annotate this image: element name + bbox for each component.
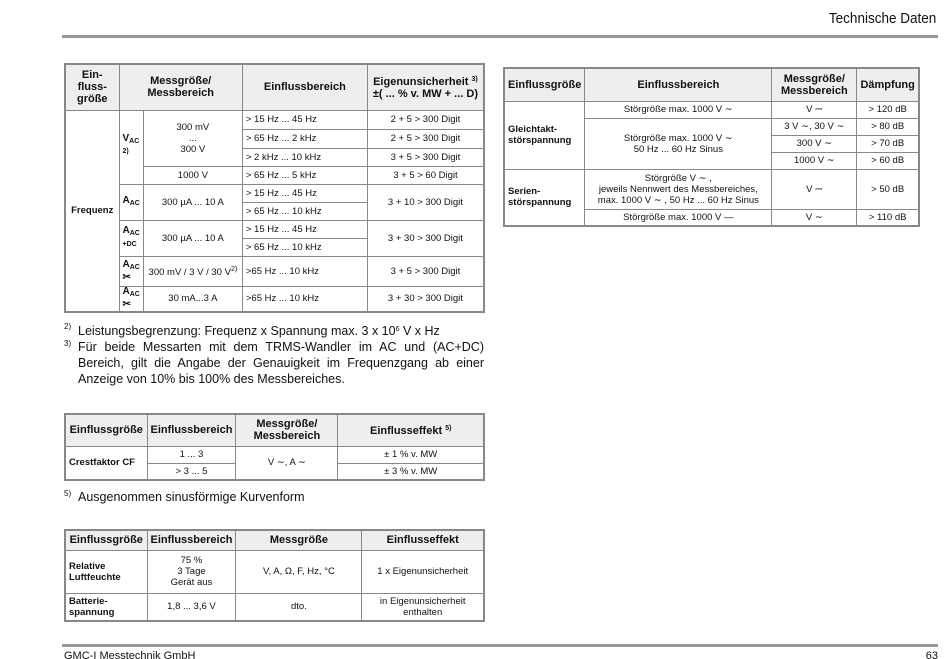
col-einflusseffekt: Einflusseffekt $^{5)}$ — [338, 414, 484, 446]
footnote-5: 5) Ausgenommen sinusförmige Kurvenform — [64, 489, 305, 504]
measurand: 300 V ∼ — [772, 135, 857, 152]
func-aac: $A_{AC}$ — [119, 184, 143, 220]
freq-range: > 65 Hz ... 10 kHz — [242, 238, 367, 256]
col-daempfung: Dämpfung — [857, 68, 919, 101]
page-header-title: Technische Daten — [828, 10, 936, 27]
col-einflussgroesse: Einflussgröße — [504, 68, 585, 101]
range: Störgröße V ∼ , jeweils Nennwert des Messbereiches, max. 1000 V ∼ , 50 Hz ... 60 Hz Sinus — [585, 169, 772, 209]
row-label-batterie: Batterie-spannung — [65, 593, 147, 621]
freq-range: > 15 Hz ... 45 Hz — [242, 110, 367, 129]
damping: > 50 dB — [857, 169, 919, 209]
freq-range: > 65 Hz ... 5 kHz — [242, 166, 367, 184]
col-messgroesse: Messgröße/ Messbereich — [236, 414, 338, 446]
col-messgroesse: Messgröße — [236, 530, 362, 550]
freq-range: >65 Hz ... 10 kHz — [242, 286, 367, 312]
range: Störgröße max. 1000 V ∼ — [585, 101, 772, 118]
func-aacdc: $A_{AC}$ +DC — [119, 220, 143, 256]
func-aclamp-2: $A_{AC}$ ✂ — [119, 286, 143, 312]
measurand: V ∼, A ∼ — [236, 446, 338, 480]
damping: > 80 dB — [857, 118, 919, 135]
col-einflussbereich: Einflussbereich — [585, 68, 772, 101]
row-label-luftfeuchte: Relative Luftfeuchte — [65, 550, 147, 593]
damping: > 120 dB — [857, 101, 919, 118]
effect: ± 3 % v. MW — [338, 463, 484, 480]
aacdc-range: 300 µA ... 10 A — [143, 220, 242, 256]
col-messgroesse: Messgröße/ Messbereich — [119, 64, 242, 110]
vac-range: 300 mV ... 300 V — [143, 110, 242, 166]
accuracy: 3 + 5 > 60 Digit — [367, 166, 484, 184]
range: 75 % 3 Tage Gerät aus — [147, 550, 236, 593]
aac-range: 300 µA ... 10 A — [143, 184, 242, 220]
func-vac: $V_{AC}$ $^{2)}$ — [119, 110, 143, 184]
frequency-table — [64, 63, 485, 313]
footer-company: GMC-I Messtechnik GmbH — [64, 650, 196, 659]
footer-rule — [62, 644, 938, 647]
damping: > 110 dB — [857, 209, 919, 226]
damping: > 70 dB — [857, 135, 919, 152]
col-einflussbereich: Einflussbereich — [147, 414, 236, 446]
row-label-serien: Serien-störspannung — [504, 169, 585, 226]
func-aclamp-1: $A_{AC}$ ✂ — [119, 256, 143, 286]
col-einflusseffekt: Einflusseffekt — [362, 530, 484, 550]
range: 1,8 ... 3,6 V — [147, 593, 236, 621]
col-einflussgroesse: Einflussgröße — [65, 530, 147, 550]
freq-range: > 2 kHz ... 10 kHz — [242, 148, 367, 166]
vac-range-1000: 1000 V — [143, 166, 242, 184]
accuracy: 3 + 30 > 300 Digit — [367, 220, 484, 256]
freq-range: > 65 Hz ... 2 kHz — [242, 129, 367, 148]
environment-table — [64, 529, 485, 622]
col-einflussbereich: Einflussbereich — [147, 530, 236, 550]
col-eigenunsicherheit: Eigenunsicherheit $^{3)}$ ±( ... % v. MW + ... D) — [367, 64, 484, 110]
col-messgroesse: Messgröße/ Messbereich — [772, 68, 857, 101]
row-label-crestfaktor: Crestfaktor CF — [65, 446, 147, 480]
freq-range: > 15 Hz ... 45 Hz — [242, 184, 367, 202]
effect: 1 x Eigenunsicherheit — [362, 550, 484, 593]
clamp-icon: ✂ — [122, 299, 131, 311]
clamp-icon: ✂ — [122, 271, 131, 283]
range: 1 ... 3 — [147, 446, 236, 463]
crest-factor-table — [64, 413, 485, 481]
measurand: dto. — [236, 593, 362, 621]
effect: in Eigenunsicherheit enthalten — [362, 593, 484, 621]
range: > 3 ... 5 — [147, 463, 236, 480]
col-einflussbereich: Einflussbereich — [242, 64, 367, 110]
col-einflussgroesse: Ein- fluss- größe — [65, 64, 119, 110]
freq-range: > 65 Hz ... 10 kHz — [242, 202, 367, 220]
header-rule — [62, 35, 938, 38]
footnote-3: 3) Für beide Messarten mit dem TRMS-Wandler im AC und (AC+DC) Bereich, gilt die Angabe der Genauigkeit im Frequenzgang ab einer Anzeige von 10% bis 100% des Messbereiches. — [64, 339, 484, 386]
aclamp1-range: 300 mV / 3 V / 30 $V^{2)}$ — [143, 256, 242, 286]
effect: ± 1 % v. MW — [338, 446, 484, 463]
range: Störgröße max. 1000 V — — [585, 209, 772, 226]
aclamp2-range: 30 mA...3 A — [143, 286, 242, 312]
damping: > 60 dB — [857, 152, 919, 169]
row-label-frequenz: Frequenz — [65, 110, 119, 312]
accuracy: 3 + 5 > 300 Digit — [367, 148, 484, 166]
measurand: V ⎓ — [772, 101, 857, 118]
accuracy: 2 + 5 > 300 Digit — [367, 129, 484, 148]
measurand: V, A, Ω, F, Hz, °C — [236, 550, 362, 593]
damping-table — [503, 67, 920, 227]
row-label-gleichtakt: Gleichtakt-störspannung — [504, 101, 585, 169]
col-einflussgroesse: Einflussgröße — [65, 414, 147, 446]
freq-range: > 15 Hz ... 45 Hz — [242, 220, 367, 238]
measurand: V ∼ — [772, 209, 857, 226]
page-number: 63 — [925, 650, 938, 659]
accuracy: 3 + 5 > 300 Digit — [367, 256, 484, 286]
accuracy: 3 + 10 > 300 Digit — [367, 184, 484, 220]
footnote-2: 2) Leistungsbegrenzung: Frequenz x Spannung max. 3 x $10^6$ V x Hz — [64, 322, 440, 338]
accuracy: 3 + 30 > 300 Digit — [367, 286, 484, 312]
range: Störgröße max. 1000 V ∼ 50 Hz ... 60 Hz Sinus — [585, 118, 772, 169]
measurand: 1000 V ∼ — [772, 152, 857, 169]
accuracy: 2 + 5 > 300 Digit — [367, 110, 484, 129]
freq-range: >65 Hz ... 10 kHz — [242, 256, 367, 286]
measurand: V ⎓ — [772, 169, 857, 209]
measurand: 3 V ∼, 30 V ∼ — [772, 118, 857, 135]
